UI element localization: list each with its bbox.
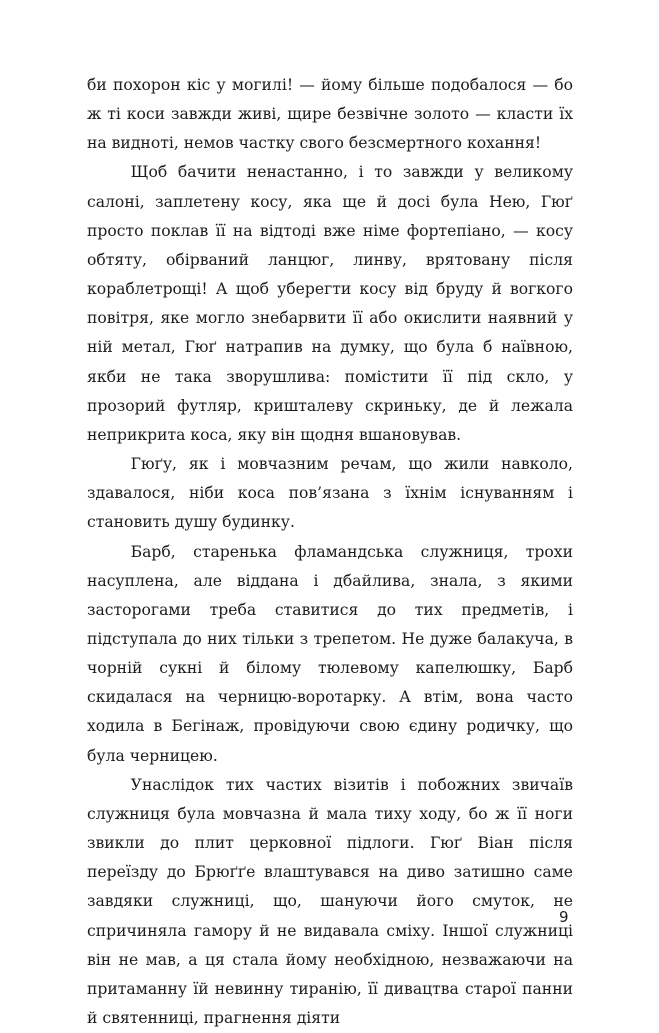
paragraph-3: Гюґу, як і мовчазним речам, що жили навколо, здавалося, ніби коса пов’язана з їхнім існуванням і становить душу будинку. — [87, 455, 573, 532]
paragraph-1: би похорон кіс у могилі! — йому більше подобалося — бо ж ті коси завжди живі, щире безвічне золото — класти їх на видноті, немов частку свого безсмертного кохання! — [87, 76, 573, 153]
paragraph-4: Барб, старенька фламандська служниця, трохи насуплена, але віддана і дбайлива, знала, з якими засторогами треба ставитися до тих предметів, і підступала до них тільки з трепетом. Не дуже балакуча, в чорній сукні й білому тюлевому капелюшку, Барб скидалася на черницю-воротарку. А втім, вона часто ходила в Бегінаж, провідуючи свою єдину родичку, що була черницею. — [87, 542, 573, 765]
paragraph-5: Унаслідок тих частих візитів і побожних звичаїв служниця була мовчазна й мала тиху ходу, бо ж її ноги звикли до плит церковної підлоги. Гюґ Віан після переїзду до Брюґґе влаштувався на диво затишно саме завдяки служниці, що, шануючи його смуток, не спричиняла гамору й не видавала сміху. Іншої служниці він не мав, а ця стала йому необхідною, незважаючи на притаманну їй невинну тиранію, її дивацтва старої панни й святенниці, прагнення діяти — [87, 775, 573, 1027]
page-body — [87, 71, 573, 1033]
page-number: 9 — [559, 908, 569, 926]
paragraph-2: Щоб бачити ненастанно, і то завжди у великому салоні, заплетену косу, яка ще й досі була Нею, Гюґ просто поклав її на відтоді вже німе фортепіано, — косу обтяту, обірваний ланцюг, линву, врятовану після кораблетрощі! А щоб уберегти косу від бруду й вогкого повітря, яке могло знебарвити її або окислити наявний у ній метал, Гюґ натрапив на думку, що була б наївною, якби не така зворушлива: помістити її під скло, у прозорий футляр, кришталеву скриньку, де й лежала неприкрита коса, яку він щодня вшановував. — [87, 163, 573, 444]
